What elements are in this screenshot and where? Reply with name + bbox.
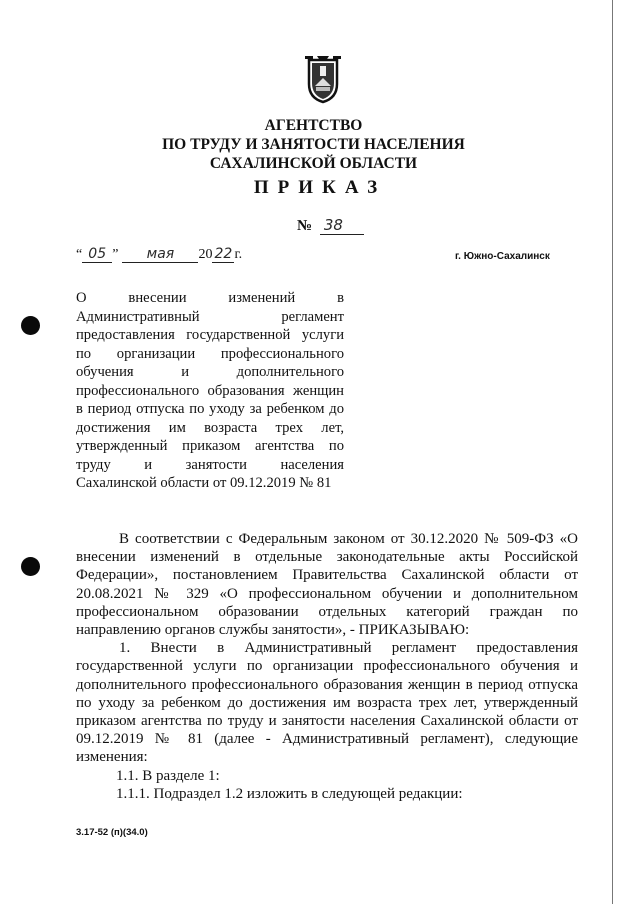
order-date	[76, 246, 242, 263]
item-1-1-1-paragraph: 1.1.1. Подраздел 1.2 изложить в следующей редакции:	[116, 785, 463, 802]
item-1-1-paragraph: 1.1. В разделе 1:	[116, 767, 220, 784]
date-open-quote: “	[76, 247, 83, 262]
subject-line: по организации профессионального	[76, 345, 344, 362]
subject-line: обучения и дополнительного	[76, 364, 344, 380]
punch-hole	[21, 557, 40, 576]
date-month: мая	[122, 246, 198, 263]
order-title: ПРИКАЗ	[253, 177, 387, 198]
form-code: 3.17-52 (п)(34.0)	[76, 827, 148, 838]
date-close-quote: ”	[112, 247, 119, 262]
preamble-paragraph: В соответствии с Федеральным законом от 30.12.2020 № 509-ФЗ «О внесении изменений в отдельные законодательные акты Российской Федерации», постановлением Правительства Сахалинской области от 20.08.2021 № 329 «О профессиональном обучении и дополнительном профессиональном образовании отдельных категорий граждан по направлению органов службы занятости», - ПРИКАЗЫВАЮ:	[76, 531, 578, 639]
date-year-suffix: 22	[212, 246, 234, 263]
order-number	[297, 216, 364, 235]
order-body	[76, 530, 578, 803]
sakhalin-coat-of-arms-icon	[303, 56, 343, 104]
date-year-prefix: 20	[198, 247, 213, 262]
subject-line: утвержденный приказом агентства по	[76, 438, 344, 454]
subject-line: профессионального образования женщин	[76, 382, 344, 399]
date-day: 05	[82, 246, 112, 263]
subject-line: предоставления государственной услуги	[76, 327, 344, 343]
subject-line: достижения им возраста трех лет,	[76, 419, 344, 436]
subject-line: О внесении изменений в	[76, 290, 344, 306]
scan-edge-line	[612, 0, 613, 904]
subject-line: Сахалинской области от 09.12.2019 № 81	[76, 475, 332, 491]
agency-line: АГЕНТСТВО	[264, 117, 363, 134]
punch-hole	[21, 316, 40, 335]
agency-line: ПО ТРУДУ И ЗАНЯТОСТИ НАСЕЛЕНИЯ	[162, 136, 465, 153]
agency-name	[0, 116, 627, 173]
subject-line: труду и занятости населения	[76, 456, 344, 473]
agency-line: САХАЛИНСКОЙ ОБЛАСТИ	[209, 155, 418, 172]
order-subject	[76, 289, 344, 493]
date-year-end: г.	[234, 247, 243, 262]
subject-line: Административный регламент	[76, 308, 344, 325]
city: г. Южно-Сахалинск	[455, 251, 550, 262]
item-1-paragraph: 1. Внести в Административный регламент предоставления государственной услуги по организации профессионального обучения и дополнительного профессионального образования женщин в период отпуска по уходу за ребенком до достижения им возраста трех лет, утвержденный приказом агентства по труду и занятости населения Сахалинской области от 09.12.2019 № 81 (далее - Административный регламент), следующие изменения:	[76, 640, 578, 766]
subject-line: в период отпуска по уходу за ребенком до	[76, 401, 344, 417]
order-number-label: №	[297, 218, 313, 234]
order-number-value: 38	[320, 216, 364, 235]
